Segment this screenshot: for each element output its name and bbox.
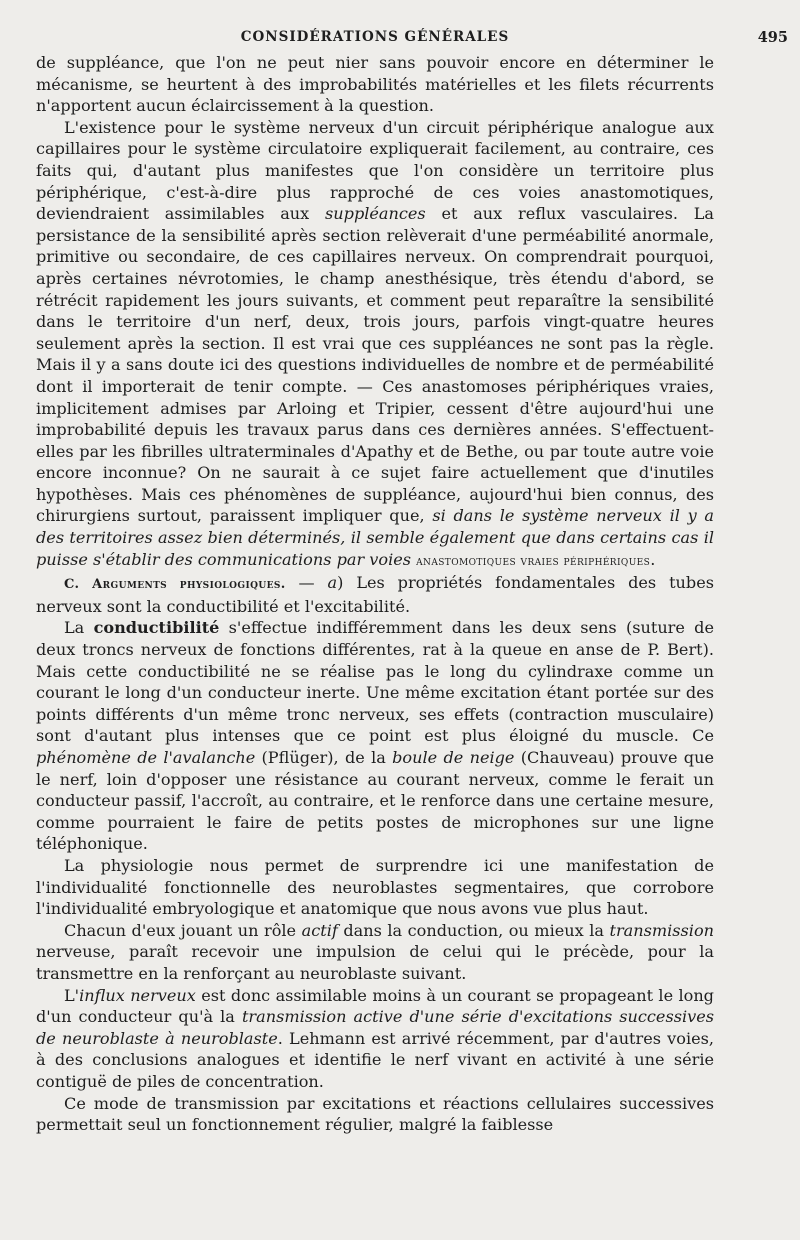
running-header <box>36 26 788 52</box>
text-body <box>36 52 714 1136</box>
paragraph-7: L'influx nerveux est donc assimilable moins à un courant se propageant le long d'un conducteur qu'à la transmission active d'une série d'excitations successives de neuroblaste à neuroblaste. Lehmann est arrivé récemment, par d'autres voies, à des conclusions analogues et identifie le nerf vivant en activité à une série contiguë de piles de concentration. <box>36 985 714 1091</box>
paragraph-5: La physiologie nous permet de surprendre ici une manifestation de l'individualité fonctionnelle des neuroblastes segmentaires, que corrobore l'individualité embryologique et anatomique que nous avons vue plus haut. <box>36 855 714 919</box>
paragraph-6: Chacun d'eux jouant un rôle actif dans la conduction, ou mieux la transmission nerveuse, paraît recevoir une impulsion de celui qui le précède, pour la transmettre en la renforçant au neuroblaste suivant. <box>36 920 715 983</box>
paragraph-1: de suppléance, que l'on ne peut nier sans pouvoir encore en déterminer le mécanisme, se heurtent à des improbabilités matérielles et les filets récurrents n'apportent aucun éclaircissement à la question. <box>36 53 714 116</box>
paragraph-4: La conductibilité s'effectue indifféremment dans les deux sens (suture de deux troncs nerveux de fonctions différentes, rat à la queue en anse de P. Bert). Mais cette conductibilité ne se réalise pas le long du cylindraxe comme un courant le long d'un conducteur inerte. Une même excitation étant portée sur des points différents d'un même tronc nerveux, ses effets (contraction musculaire) sont d'autant plus intenses que ce point est plus éloigné du muscle. Ce phénomène de l'avalanche (Pflüger), de la boule de neige (Chauveau) prouve que le nerf, loin d'opposer une résistance au courant nerveux, comme le ferait un conducteur passif, l'accroît, au contraire, et le renforce dans une certaine mesure, comme pourraient le faire de petits postes de microphones sur une ligne téléphonique. <box>36 618 714 854</box>
paragraph-3: C. Arguments physiologiques. — a) Les propriétés fondamentales des tubes nerveux sont la conductibilité et l'excitabilité. <box>36 573 714 616</box>
paragraph-2: L'existence pour le système nerveux d'un circuit périphérique analogue aux capillaires pour le système circulatoire expliquerait facilement, au contraire, ces faits qui, d'autant plus manifestes que l'on considère un territoire plus périphérique, c'est-à-dire plus rapproché de ces voies anastomotiques, deviendraient assimilables aux suppléances et aux reflux vasculaires. La persistance de la sensibilité après section relèverait d'une perméabilité anormale, primitive ou secondaire, de ces capillaires nerveux. On comprendrait pourquoi, après certaines névrotomies, le champ anesthésique, très étendu d'abord, se rétrécit rapidement les jours suivants, et comment peut reparaître la sensibilité dans le territoire d'un nerf, deux, trois jours, parfois vingt-quatre heures seulement après la section. Il est vrai que ces suppléances ne sont pas la règle. Mais il y a sans doute ici des questions individuelles de nombre et de perméabilité dont il importerait de tenir compte. — Ces anastomoses périphériques vraies, implicitement admises par Arloing et Tripier, cessent d'être aujourd'hui une improbabilité depuis les travaux parus dans ces dernières années. S'effectuent-elles par les fibrilles ultraterminales d'Apathy et de Bethe, ou par toute autre voie encore inconnue? On ne saurait à ce sujet faire actuellement que d'inutiles hypothèses. Mais ces phénomènes de suppléance, aujourd'hui bien connus, des chirurgiens surtout, paraissent impliquer que, si dans le système nerveux il y a des territoires assez bien déterminés, il semble également que dans certains cas il puisse s'établir des communications par voies anastomotiques vraies périphériques. <box>36 117 715 569</box>
section-heading: C. Arguments physiologiques. <box>64 577 286 593</box>
page-number: 495 <box>757 29 788 46</box>
running-title: CONSIDÉRATIONS GÉNÉRALES <box>240 29 510 45</box>
paragraph-8: Ce mode de transmission par excitations et réactions cellulaires successives permettait seul un fonctionnement régulier, malgré la faiblesse <box>36 1093 714 1135</box>
